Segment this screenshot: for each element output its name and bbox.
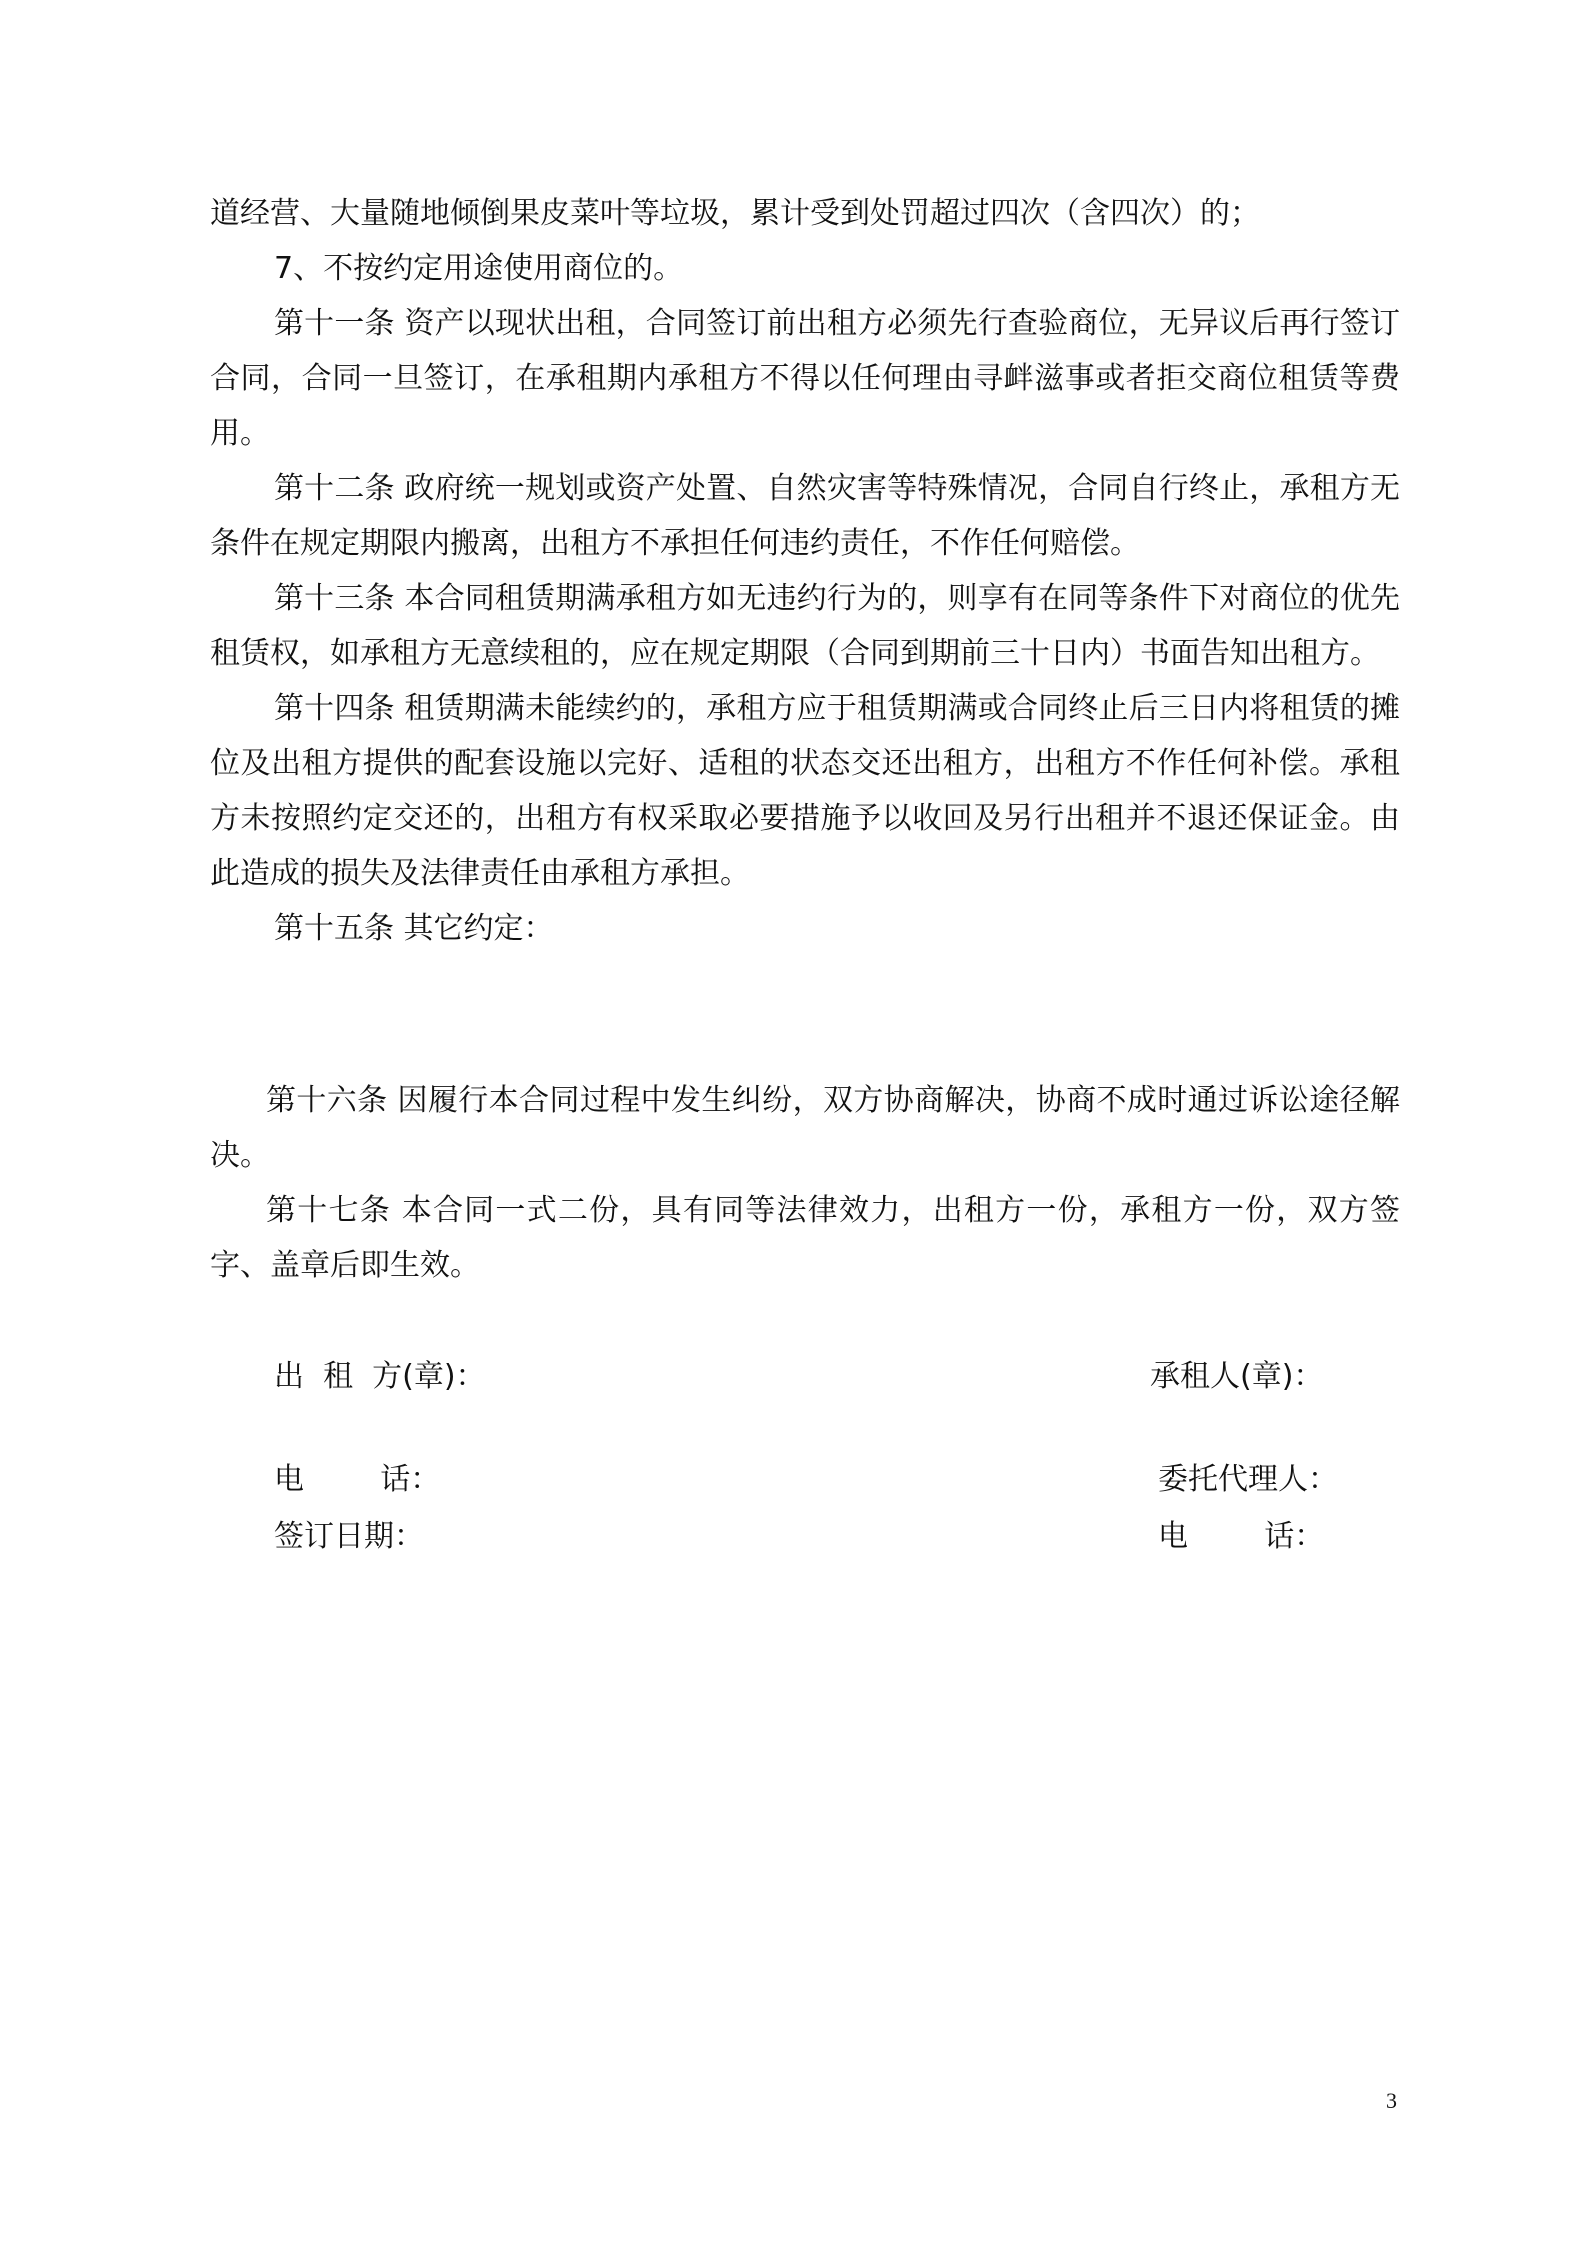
- contract-body: [210, 186, 1400, 1293]
- lessor-phone-label: 电 话：: [274, 1462, 441, 1497]
- signature-row-parties: [274, 1357, 1404, 1397]
- lessee-seal-label: 承租人(章)：: [1150, 1359, 1324, 1394]
- paragraph-article-16: 第十六条 因履行本合同过程中发生纠纷，双方协商解决，协商不成时通过诉讼途径解决。: [210, 1083, 1400, 1173]
- lessee-phone-label: 电 话：: [1158, 1519, 1325, 1554]
- paragraph-article-12: 第十二条 政府统一规划或资产处置、自然灾害等特殊情况，合同自行终止，承租方无条件在规定期限内搬离，出租方不承担任何违约责任，不作任何赔偿。: [210, 471, 1400, 561]
- signing-date-label: 签订日期：: [274, 1519, 424, 1554]
- paragraph-article-15: 第十五条 其它约定：: [274, 911, 554, 946]
- paragraph-article-17: 第十七条 本合同一式二份，具有同等法律效力，出租方一份，承租方一份，双方签字、盖章后即生效。: [210, 1193, 1400, 1283]
- paragraph-article-13: 第十三条 本合同租赁期满承租方如无违约行为的，则享有在同等条件下对商位的优先租赁权，如承租方无意续租的，应在规定期限（合同到期前三十日内）书面告知出租方。: [210, 581, 1400, 671]
- paragraph-article-11: 第十一条 资产以现状出租，合同签订前出租方必须先行查验商位，无异议后再行签订合同，合同一旦签订，在承租期内承租方不得以任何理由寻衅滋事或者拒交商位租赁等费用。: [210, 306, 1400, 451]
- signature-row-phone-agent: [274, 1460, 1404, 1500]
- agent-label: 委托代理人：: [1158, 1462, 1338, 1497]
- paragraph-continuation: 道经营、大量随地倾倒果皮菜叶等垃圾，累计受到处罚超过四次（含四次）的；: [210, 196, 1260, 231]
- blank-space: [210, 956, 1400, 1073]
- lessor-seal-label: 出 租 方(章)：: [274, 1359, 486, 1394]
- paragraph-article-14: 第十四条 租赁期满未能续约的，承租方应于租赁期满或合同终止后三日内将租赁的摊位及出租方提供的配套设施以完好、适租的状态交还出租方，出租方不作任何补偿。承租方未按照约定交还的，出租方有权采取必要措施予以收回及另行出租并不退还保证金。由此造成的损失及法律责任由承租方承担。: [210, 691, 1400, 891]
- page-number: 3: [1386, 2088, 1397, 2113]
- paragraph-item-7: 7、不按约定用途使用商位的。: [274, 251, 684, 286]
- signature-row-date-phone: [274, 1517, 1404, 1557]
